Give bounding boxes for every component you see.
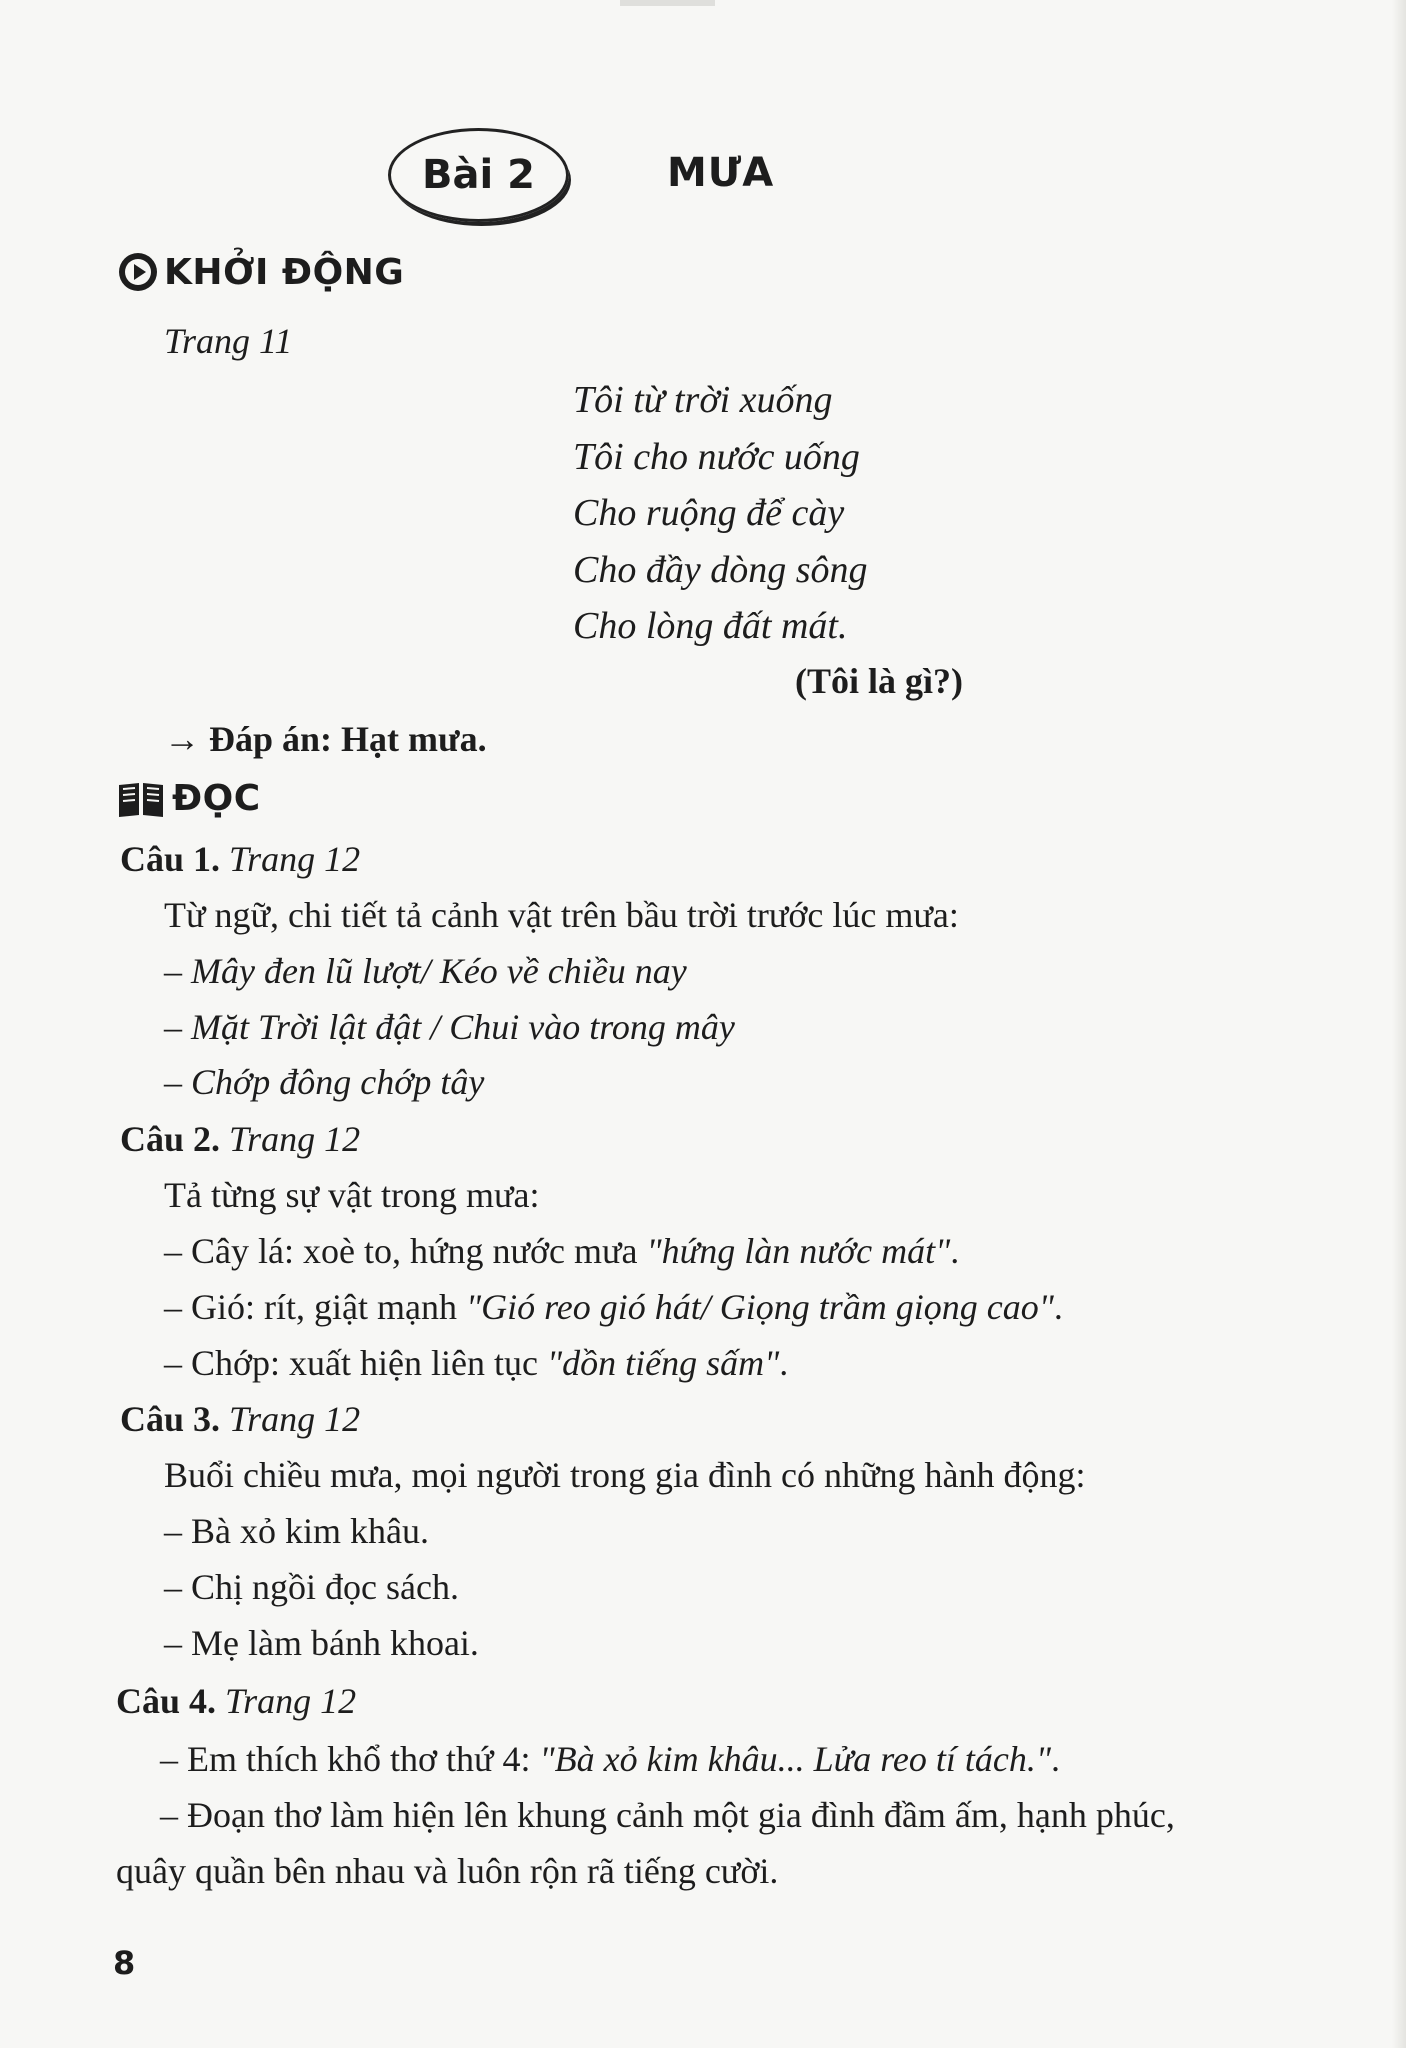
play-circle-icon [116,250,160,294]
item-end: . [1053,1287,1063,1327]
item-text: – Cây lá: xoè to, hứng nước mưa [164,1231,647,1271]
question-4-paragraph-line: quây quần bên nhau và luôn rộn rã tiếng cười. [116,1851,779,1891]
item-quote: "Gió reo gió hát/ Giọng trầm giọng cao" [465,1287,1054,1327]
question-page-ref: Trang 12 [229,1399,361,1439]
question-1-item: – Mặt Trời lật đật / Chui vào trong mây [164,1007,735,1047]
question-label: Câu 1. [120,839,221,879]
question-3-heading [120,1398,360,1441]
riddle-poem [573,372,868,655]
poem-line: Tôi cho nước uống [573,435,860,478]
question-3-intro: Buổi chiều mưa, mọi người trong gia đình có những hành động: [164,1455,1086,1495]
riddle-answer: → Đáp án: Hạt mưa. [164,719,487,759]
doc-heading [116,778,261,819]
question-3-item: – Chị ngồi đọc sách. [164,1567,459,1607]
question-1-heading [120,838,360,881]
question-page-ref: Trang 12 [229,1119,361,1159]
lesson-title: MƯA [667,150,775,196]
question-3-item: – Mẹ làm bánh khoai. [164,1623,479,1663]
khoi-dong-heading [116,250,404,294]
khoi-dong-label: KHỞI ĐỘNG [164,251,405,293]
question-label: Câu 4. [116,1681,217,1721]
poem-line: Cho ruộng để cày [573,492,845,534]
item-end: . [1050,1739,1060,1779]
item-quote: "hứng làn nước mát" [646,1231,951,1271]
page-number: 8 [113,1944,136,1982]
question-2-item [164,1342,788,1385]
question-page-ref: Trang 12 [229,839,361,879]
item-text: – Em thích khổ thơ thứ 4: [160,1739,540,1779]
doc-label: ĐỌC [172,778,261,819]
question-2-item [164,1286,1063,1329]
item-text: – Chớp: xuất hiện liên tục [164,1343,547,1383]
question-4-item [160,1738,1060,1781]
item-end: . [950,1231,960,1271]
question-2-heading [120,1118,360,1161]
open-book-icon [116,779,166,819]
question-2-item [164,1230,959,1273]
poem-line: Tôi từ trời xuống [573,379,833,421]
item-text: – Gió: rít, giật mạnh [164,1287,466,1327]
poem-line: Cho lòng đất mát. [573,605,848,647]
question-1-item: – Chớp đông chớp tây [164,1062,485,1102]
page-edge-shadow [1392,0,1406,2048]
item-quote: "dồn tiếng sấm" [546,1343,780,1383]
question-1-item: – Mây đen lũ lượt/ Kéo về chiều nay [164,951,687,991]
question-4-paragraph-line: – Đoạn thơ làm hiện lên khung cảnh một gia đình đầm ấm, hạnh phúc, [160,1795,1175,1835]
lesson-badge [388,128,569,222]
question-label: Câu 2. [120,1119,221,1159]
question-3-item: – Bà xỏ kim khâu. [164,1511,429,1551]
poem-line: Cho đầy dòng sông [573,548,868,591]
question-2-intro: Tả từng sự vật trong mưa: [164,1175,540,1215]
riddle-question: (Tôi là gì?) [795,661,963,701]
question-label: Câu 3. [120,1399,221,1439]
khoi-dong-page-ref: Trang 11 [164,321,293,361]
item-quote: "Bà xỏ kim khâu... Lửa reo tí tách." [539,1739,1051,1779]
question-page-ref: Trang 12 [225,1681,357,1721]
lesson-badge-label: Bài 2 [422,152,535,198]
question-1-intro: Từ ngữ, chi tiết tả cảnh vật trên bầu trời trước lúc mưa: [164,895,959,935]
scan-artifact [620,0,715,6]
item-end: . [779,1343,789,1383]
question-4-heading [116,1680,356,1723]
